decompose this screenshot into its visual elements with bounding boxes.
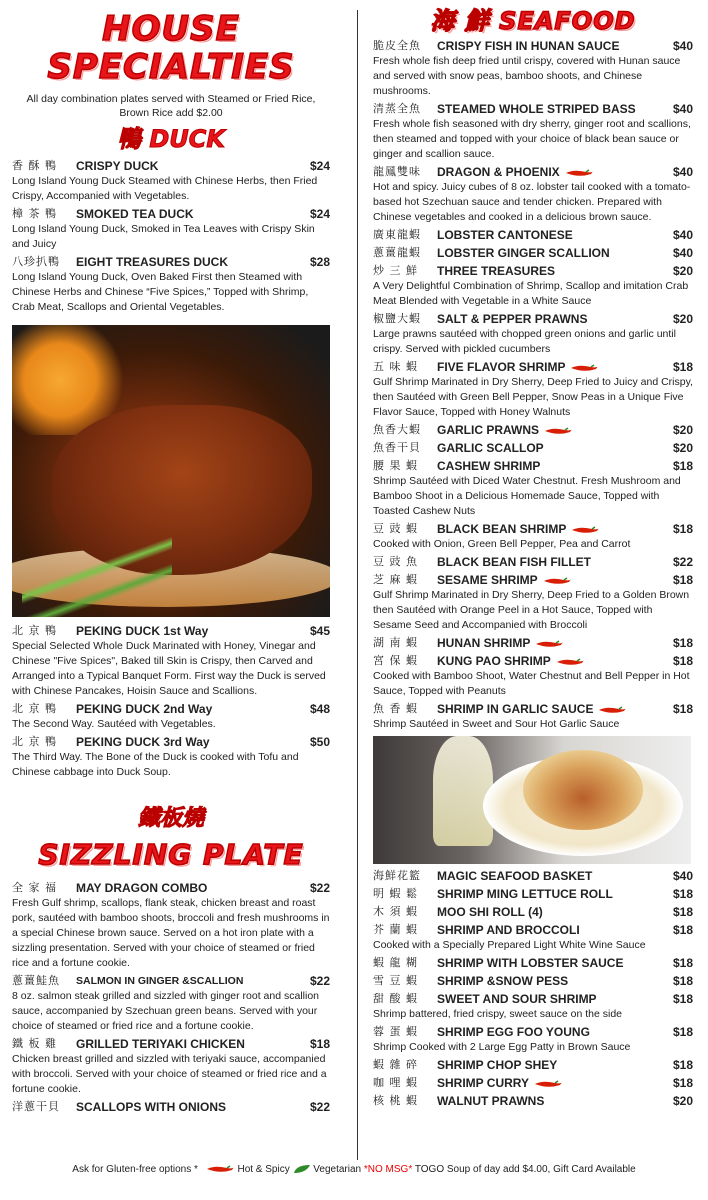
menu-item-name-text: SCALLOPS WITH ONIONS [76,1100,226,1114]
menu-item-name [76,973,302,989]
menu-item-chinese-name: 豆 豉 魚 [373,555,418,568]
menu-item-name [437,164,665,180]
menu-item-name [437,1093,665,1109]
menu-item-chinese-name: 木 須 蝦 [373,905,418,918]
menu-item-name [437,904,665,920]
menu-item-name-text: SALMON IN GINGER &SCALLION [76,975,244,987]
menu-item-name [437,245,665,261]
menu-item-chinese-name: 香 酥 鴨 [12,159,57,172]
menu-item-name [437,973,665,989]
menu-item-name-text: SMOKED TEA DUCK [76,207,194,221]
menu-item-price: $18 [672,974,693,988]
chili-pepper-icon [205,1164,235,1174]
menu-item-name [437,868,665,884]
menu-item-chinese-name: 蝦 龍 糊 [373,956,418,969]
menu-item-description: Fresh whole fish seasoned with dry sherry, ginger root and scallions, then steamed and topped with your choice of black bean sauce or ginger and scallion sauce. [373,118,691,160]
menu-item [12,623,330,639]
menu-item-chinese-name: 北 京 鴨 [12,702,57,715]
menu-item-description: Fresh whole fish deep fried until crispy, covered with Hunan sauce and served with snow peas, bamboo shoots, and Chinese mushrooms. [373,55,681,97]
menu-item-price: $18 [672,573,693,587]
menu-item [373,311,693,327]
menu-item-name-text: THREE TREASURES [437,264,556,278]
menu-item-name-text: PEKING DUCK 2nd Way [76,702,213,716]
menu-item-name [437,922,665,938]
chili-pepper-icon [564,168,594,178]
menu-item-name-text: DRAGON & PHOENIX [437,165,560,179]
menu-item-name-text: MAGIC SEAFOOD BASKET [437,869,593,883]
menu-item-description: Cooked with Onion, Green Bell Pepper, Pea and Carrot [373,538,631,550]
wine-glass-shape [433,736,493,846]
menu-item-name [437,521,665,537]
menu-item [373,440,693,456]
menu-item-price: $20 [672,441,693,455]
menu-item-price: $24 [309,207,330,221]
menu-item-name-text: SALT & PEPPER PRAWNS [437,312,588,326]
menu-item-name-text: SHRIMP CHOP SHEY [437,1058,558,1072]
menu-item-description: Long Island Young Duck, Smoked in Tea Leaves with Crispy Skin and Juicy [12,223,315,250]
seafood-list-2 [373,868,693,1109]
menu-item-chinese-name: 廣東龍蝦 [373,228,421,241]
menu-item-description: Chicken breast grilled and sizzled with teriyaki sauce, accompanied with broccoli. Served with your choice of steamed or fried rice and a fortune cookie. [12,1053,327,1095]
menu-item-price: $18 [672,636,693,650]
menu-item-name [76,623,302,639]
menu-item [12,701,330,717]
menu-item [373,973,693,989]
menu-item-price: $48 [309,702,330,716]
menu-item-description: A Very Delightful Combination of Shrimp, Scallop and imitation Crab Meat Blended with Vegetable in a White Sauce [373,280,689,307]
menu-item-name-text: SHRIMP MING LETTUCE ROLL [437,887,613,901]
menu-item-name-text: GARLIC SCALLOP [437,441,544,455]
menu-item-chinese-name: 魚香干貝 [373,441,421,454]
menu-item-name [437,572,665,588]
menu-item-name [437,458,665,474]
menu-item-chinese-name: 魚 香 蝦 [373,702,418,715]
menu-item-name-text: BLACK BEAN FISH FILLET [437,555,591,569]
menu-item [373,886,693,902]
menu-item-description: The Third Way. The Bone of the Duck is cooked with Tofu and Chinese cabbage into Duck Soup. [12,751,299,778]
chili-pepper-icon [533,1079,563,1089]
menu-item-name-text: PEKING DUCK 1st Way [76,624,209,638]
menu-item [12,880,330,896]
menu-item-chinese-name: 核 桃 蝦 [373,1094,418,1107]
menu-item-chinese-name: 明 蝦 鬆 [373,887,418,900]
menu-item [373,38,693,54]
menu-item-description: Long Island Young Duck, Oven Baked First then Steamed with Chinese Herbs and Chinese “Five Spices,” Topped with Shrimp, Crab Meat, Scallops and Oriental Vegetables. [12,271,309,313]
menu-item [373,922,693,938]
menu-item-name [437,440,665,456]
footer-rest: TOGO Soup of day add $4.00, Gift Card Available [414,1164,636,1175]
menu-item-name-text: SWEET AND SOUR SHRIMP [437,992,597,1006]
menu-item-name [76,701,302,717]
house-subtitle: All day combination plates served with Steamed or Fried Rice, Brown Rice add $2.00 [26,93,316,119]
menu-item-price: $18 [672,360,693,374]
menu-item-name [76,1036,302,1052]
menu-item-name [437,359,665,375]
menu-item-description: Hot and spicy. Juicy cubes of 8 oz. lobster tail cooked with a tomato-based hot Szechuan sauce and tender chicken. Prepared with Chinese vegetables and cooked in a delicious brown sauce. [373,181,691,223]
menu-item-name [437,653,665,669]
menu-item-price: $22 [309,1100,330,1114]
menu-item-name [76,734,302,750]
menu-item [373,164,693,180]
chili-pepper-icon [543,426,573,436]
menu-item-price: $45 [309,624,330,638]
sizzling-title-zh: 鐵板燒 [137,806,204,831]
menu-item-chinese-name: 芝 麻 蝦 [373,573,418,586]
menu-item-name-text: SHRIMP CURRY [437,1076,530,1090]
menu-item-chinese-name: 鐵 板 雞 [12,1037,57,1050]
menu-item-price: $40 [672,39,693,53]
menu-item-chinese-name: 洋蔥干貝 [12,1100,60,1113]
menu-item [373,635,693,651]
menu-item-name-text: MAY DRAGON COMBO [76,881,208,895]
sizzling-list [12,880,330,1115]
menu-item [12,1099,330,1115]
menu-item [373,1093,693,1109]
hot-note: Hot & Spicy [237,1164,290,1175]
menu-item-name [437,635,665,651]
menu-item-chinese-name: 清蒸全魚 [373,102,421,115]
menu-item-name [76,880,302,896]
menu-item [373,227,693,243]
menu-item-name-text: EIGHT TREASURES DUCK [76,255,229,269]
menu-item [373,359,693,375]
menu-item-chinese-name: 蔥薑鮭魚 [12,974,60,987]
menu-item [373,653,693,669]
menu-item-price: $40 [672,246,693,260]
menu-item-price: $22 [309,881,330,895]
menu-item-price: $18 [672,956,693,970]
menu-item-chinese-name: 蓉 蛋 蝦 [373,1025,418,1038]
menu-item [373,868,693,884]
menu-item-name-text: SESAME SHRIMP [437,573,538,587]
menu-item [12,973,330,989]
chili-pepper-icon [555,657,585,667]
menu-item-price: $22 [672,555,693,569]
menu-item-price: $20 [672,264,693,278]
menu-item-price: $22 [309,974,330,988]
menu-item-chinese-name: 脆皮全魚 [373,39,421,52]
menu-item-price: $40 [672,102,693,116]
menu-item-description: 8 oz. salmon steak grilled and sizzled with ginger root and scallion sauce, accompanied by Szechuan green beans. Served with your choice of steamed or fried rice and a fortune cookie. [12,990,319,1032]
menu-item-description: Gulf Shrimp Marinated in Dry Sherry, Deep Fried to Juicy and Crispy, then Sautéed with Green Bell Pepper, Snow Peas in a Unique Five Flavor Sauce, Topped with Honey Walnuts [373,376,693,418]
menu-item-price: $28 [309,255,330,269]
menu-item-name-text: SHRIMP WITH LOBSTER SAUCE [437,956,624,970]
menu-item-name-text: LOBSTER CANTONESE [437,228,573,242]
menu-item-name-text: PEKING DUCK 3rd Way [76,735,210,749]
menu-item-chinese-name: 炒 三 鮮 [373,264,418,277]
menu-item-description: Shrimp Sautéed with Diced Water Chestnut. Fresh Mushroom and Bamboo Shoot in a Delicious Homemade Sauce, Topped with Toasted Cashew Nuts [373,475,681,517]
menu-item [373,245,693,261]
menu-item-chinese-name: 樟 茶 鴨 [12,207,57,220]
menu-item [373,1075,693,1091]
menu-item-price: $18 [672,459,693,473]
menu-item-chinese-name: 蔥薑龍蝦 [373,246,421,259]
menu-item-price: $18 [672,887,693,901]
menu-item-name-text: FIVE FLAVOR SHRIMP [437,360,566,374]
menu-item [373,955,693,971]
menu-item-chinese-name: 咖 哩 蝦 [373,1076,418,1089]
menu-item-name-text: KUNG PAO SHRIMP [437,654,551,668]
menu-item-name [437,955,665,971]
menu-item-price: $18 [672,1025,693,1039]
menu-item-price: $18 [672,522,693,536]
menu-item-price: $18 [672,923,693,937]
menu-item [12,206,330,222]
menu-item-chinese-name: 蝦 雜 碎 [373,1058,418,1071]
menu-item [373,701,693,717]
menu-item-description: Fresh Gulf shrimp, scallops, flank steak, chicken breast and roast pork, sautéed with bamboo shoots, broccoli and fresh mushrooms in a special Chinese brown sauce. Served on a hot iron plate with a sizzling presentation. Served with your choice of steamed or fried rice and a fortune cookie. [12,897,330,969]
menu-item [373,422,693,438]
no-msg-note: *NO MSG* [363,1164,413,1175]
scallion-garnish [22,537,172,617]
menu-item-name [437,886,665,902]
menu-item-price: $20 [672,423,693,437]
menu-item [12,254,330,270]
menu-item-price: $50 [309,735,330,749]
seafood-list [373,38,693,732]
menu-item-name-text: GARLIC PRAWNS [437,423,539,437]
menu-item-name [437,422,665,438]
menu-item-price: $40 [672,228,693,242]
menu-item-name-text: WALNUT PRAWNS [437,1094,545,1108]
gluten-note: Ask for Gluten-free options * [72,1164,198,1175]
menu-item-name [437,1024,665,1040]
menu-item-chinese-name: 甜 酸 蝦 [373,992,418,1005]
menu-item-chinese-name: 北 京 鴨 [12,735,57,748]
menu-item-name-text: SHRIMP IN GARLIC SAUCE [437,702,594,716]
menu-item-chinese-name: 魚香大蝦 [373,423,421,436]
menu-item-name-text: STEAMED WHOLE STRIPED BASS [437,102,636,116]
menu-item-chinese-name: 芥 蘭 蝦 [373,923,418,936]
menu-item-description: Cooked with a Specially Prepared Light White Wine Sauce [373,939,646,951]
chili-pepper-icon [569,363,599,373]
menu-item [373,1057,693,1073]
menu-item-chinese-name: 八珍扒鴨 [12,255,60,268]
menu-item [373,991,693,1007]
menu-item-name-text: SHRIMP &SNOW PESS [437,974,569,988]
menu-item-name-text: GRILLED TERIYAKI CHICKEN [76,1037,245,1051]
menu-item [373,904,693,920]
menu-item-chinese-name: 椒鹽大蝦 [373,312,421,325]
house-title-line1: HOUSE [102,9,240,49]
menu-item-price: $40 [672,869,693,883]
duck-photo [12,325,330,617]
menu-item-name [437,991,665,1007]
menu-item-description: Cooked with Bamboo Shoot, Water Chestnut and Bell Pepper in Hot Sauce, Topped with Peanuts [373,670,690,697]
menu-item [373,263,693,279]
menu-item-name [437,311,665,327]
menu-item-chinese-name: 全 家 福 [12,881,57,894]
menu-item-price: $18 [672,905,693,919]
menu-item [373,458,693,474]
basket-shape [523,750,643,830]
menu-item-chinese-name: 海鮮花籃 [373,869,421,882]
menu-item-chinese-name: 豆 豉 蝦 [373,522,418,535]
menu-item-name-text: CRISPY DUCK [76,159,159,173]
menu-item [12,734,330,750]
menu-item-chinese-name: 五 味 蝦 [373,360,418,373]
menu-item-name-text: LOBSTER GINGER SCALLION [437,246,610,260]
menu-item-price: $18 [672,1058,693,1072]
menu-item-description: Shrimp Sautéed in Sweet and Sour Hot Garlic Sauce [373,718,620,730]
menu-item-chinese-name: 北 京 鴨 [12,624,57,637]
chili-pepper-icon [534,639,564,649]
menu-item-price: $20 [672,1094,693,1108]
menu-item-name [76,1099,302,1115]
menu-item-price: $18 [309,1037,330,1051]
menu-item-name-text: BLACK BEAN SHRIMP [437,522,567,536]
menu-item-chinese-name: 宮 保 蝦 [373,654,418,667]
menu-item-price: $24 [309,159,330,173]
leaf-icon [293,1164,311,1174]
menu-item-price: $18 [672,992,693,1006]
menu-item-description: Gulf Shrimp Marinated in Dry Sherry, Deep Fried to a Golden Brown then Sautéed with Orange Peel in a Hot Sauce, Topped with Sesame Seed and Accompanied with Broccoli [373,589,690,631]
menu-item-description: Large prawns sautéed with chopped green onions and garlic until crispy. Served with pickled cucumbers [373,328,676,355]
column-divider [357,10,358,1160]
menu-item [12,158,330,174]
peking-list [12,623,330,780]
chili-pepper-icon [542,576,572,586]
menu-item-description: Shrimp Cooked with 2 Large Egg Patty in Brown Sauce [373,1041,631,1053]
menu-item-description: The Second Way. Sautéed with Vegetables. [12,718,216,730]
chili-pepper-icon [570,525,600,535]
menu-item-price: $20 [672,312,693,326]
menu-item [373,1024,693,1040]
menu-item-name-text: CRISPY FISH IN HUNAN SAUCE [437,39,620,53]
menu-item [373,521,693,537]
right-column [373,0,693,1109]
seafood-title: 海 鮮 SEAFOOD [430,7,636,35]
menu-item [373,554,693,570]
menu-item-name-text: CASHEW SHRIMP [437,459,541,473]
menu-item-name [437,1057,665,1073]
menu-item-description: Long Island Young Duck Steamed with Chinese Herbs, then Fried Crispy, Accompanied with Vegetables. [12,175,318,202]
duck-list [12,158,330,315]
menu-item-chinese-name: 腰 果 蝦 [373,459,418,472]
sizzling-title: SIZZLING PLATE [38,838,304,871]
menu-item-name [76,158,302,174]
menu-item-chinese-name: 湖 南 蝦 [373,636,418,649]
menu-item-chinese-name: 雪 豆 蝦 [373,974,418,987]
house-title-line2: SPECIALTIES [47,47,295,87]
seafood-basket-photo [373,736,691,864]
menu-item-name [437,701,665,717]
menu-item [373,101,693,117]
menu-item-name [76,254,302,270]
menu-item-name-text: SHRIMP AND BROCCOLI [437,923,580,937]
menu-item-name [437,227,665,243]
menu-item-name [437,263,665,279]
menu-item-name-text: HUNAN SHRIMP [437,636,531,650]
menu-item-description: Special Selected Whole Duck Marinated with Honey, Vinegar and Chinese "Five Spices", Baked till Skin is Crispy, then Carved and Arranged into a Typical Banquet Form. First way the Duck is served with Chinese Pancakes, Hoisin Sauce and Scallions. [12,640,326,697]
left-column [12,0,330,1115]
menu-item-description: Shrimp battered, fried crispy, sweet sauce on the side [373,1008,623,1020]
menu-item-name [437,101,665,117]
menu-item-price: $18 [672,1076,693,1090]
footer [0,1164,708,1175]
menu-item-name [437,1075,665,1091]
menu-item-name-text: SHRIMP EGG FOO YOUNG [437,1025,590,1039]
menu-item-name [437,554,665,570]
menu-item [12,1036,330,1052]
menu-item [373,572,693,588]
menu-item-name [76,206,302,222]
duck-section-title: 鴨 DUCK [117,125,225,153]
chili-pepper-icon [597,705,627,715]
menu-item-price: $40 [672,165,693,179]
menu-item-price: $18 [672,702,693,716]
menu-item-name-text: MOO SHI ROLL (4) [437,905,543,919]
menu-item-name [437,38,665,54]
menu-item-chinese-name: 龍鳳雙味 [373,165,421,178]
veg-note: Vegetarian [313,1164,362,1175]
menu-item-price: $18 [672,654,693,668]
